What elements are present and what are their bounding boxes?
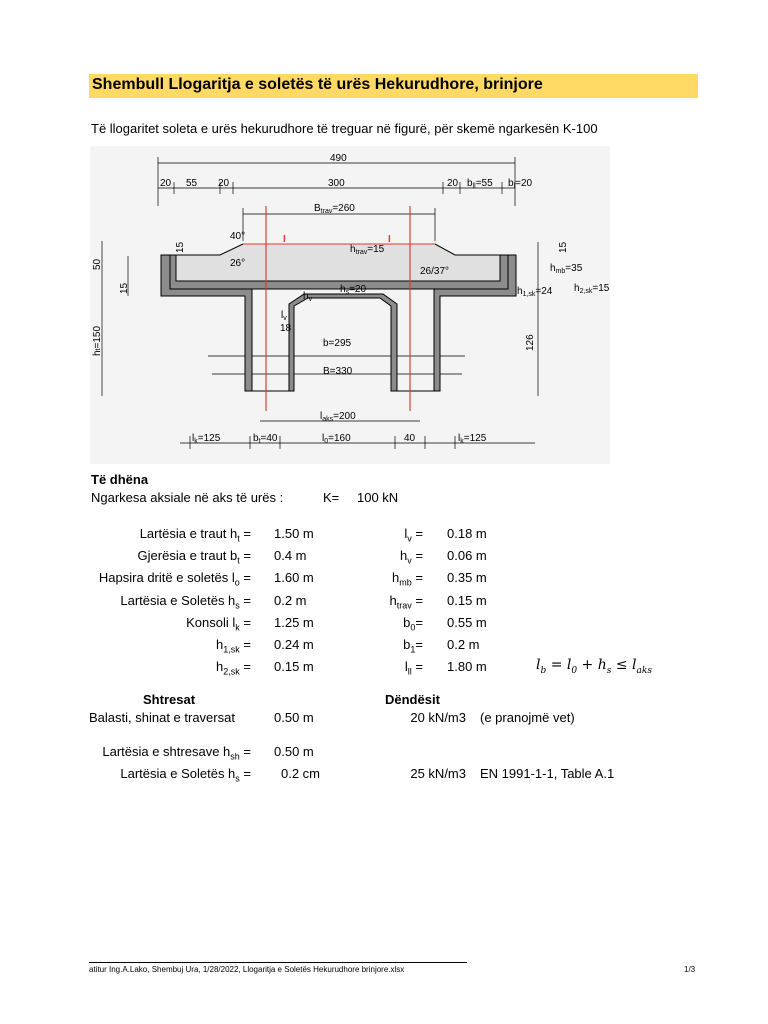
svg-text:h2,sk=15: $h_{2,sk}=15$ — [574, 283, 610, 295]
param-right-label: $l_{ll}$ = — [404, 659, 423, 677]
hsh-value: 0.50 m — [274, 744, 314, 759]
concrete-reference: EN 1991-1-1, Table A.1 — [480, 766, 615, 781]
svg-text:50: 50 — [92, 258, 103, 270]
footer-divider — [89, 962, 467, 963]
param-left-label: $h_{1,sk}$ = — [216, 637, 251, 655]
ballast-value: 0.50 m — [274, 710, 314, 725]
param-right-label: $h_{mb}$ = — [392, 570, 423, 588]
param-right-label: $b_0=$ — [403, 615, 423, 633]
param-right-label: $h_{trav}$ = — [389, 593, 423, 611]
param-left-label: Hapsira dritë e soletës $l_o$ = — [98, 570, 251, 588]
svg-text:15: 15 — [175, 241, 186, 253]
ballast-density: 20 kN/m3 — [410, 710, 466, 725]
bridge-cross-section-figure — [90, 146, 610, 464]
param-left-label: $h_{2,sk}$ = — [216, 659, 251, 677]
param-right-label: $b_1=$ — [403, 637, 423, 655]
param-right-label: $l_v$ = — [404, 526, 423, 544]
svg-text:Btrav=260: $B_{trav}=260$ — [314, 203, 355, 215]
svg-text:l0=160: $l_0=160$ — [322, 433, 351, 445]
param-left-label: Gjerësia e traut $b_t$ = — [137, 548, 251, 566]
param-left-value: 0.24 m — [274, 637, 314, 652]
svg-text:I: I — [283, 234, 286, 245]
intro-text: Të llogaritet soleta e urës hekurudhore të treguar në figurë, për skemë ngarkesën K-100 — [91, 121, 598, 136]
param-left-value: 1.50 m — [274, 526, 314, 541]
param-right-value: 0.2 m — [447, 637, 480, 652]
svg-text:hmb=35: $h_{mb}=35$ — [550, 263, 583, 275]
svg-text:20: 20 — [160, 178, 172, 189]
svg-text:20: 20 — [447, 178, 459, 189]
param-right-value: 0.18 m — [447, 526, 487, 541]
hs-value: 0.2 cm — [281, 766, 321, 781]
title-bar — [89, 74, 698, 98]
svg-text:B=330: B=330 — [323, 366, 353, 377]
svg-text:300: 300 — [328, 178, 345, 189]
param-right-value: 0.35 m — [447, 570, 487, 585]
svg-text:15: 15 — [119, 282, 130, 294]
svg-text:26/37°: 26/37° — [420, 266, 450, 277]
svg-text:18: 18 — [280, 323, 292, 334]
param-left-value: 0.2 m — [274, 593, 307, 608]
svg-text:126: 126 — [525, 334, 536, 351]
param-left-value: 0.4 m — [274, 548, 307, 563]
svg-text:laks=200: $l_{aks}=200$ — [320, 411, 356, 423]
svg-text:htrav=15: $h_{trav}=15$ — [350, 244, 385, 256]
param-right-value: 0.15 m — [447, 593, 487, 608]
given-heading: Të dhëna — [91, 472, 149, 487]
page-title: Shembull Llogaritja e soletës të urës Hekurudhore, brinjore — [92, 76, 543, 93]
svg-text:20: 20 — [218, 178, 230, 189]
densities-heading: Dëndësit — [385, 692, 440, 707]
axial-load-symbol: K= — [323, 490, 340, 505]
svg-text:ht=150: ht=150 — [92, 325, 103, 356]
svg-text:26°: 26° — [230, 258, 246, 269]
param-left-label: Lartësia e traut $h_t$ = — [139, 526, 251, 544]
ballast-label: Balasti, shinat e traversat — [89, 710, 235, 725]
param-left-label: Lartësia e Soletës $h_s$ = — [120, 593, 251, 611]
hsh-label: Lartësia e shtresave $h_{sh}$ = — [102, 744, 251, 762]
svg-text:I: I — [388, 234, 391, 245]
axial-load-value: 100 kN — [357, 490, 399, 505]
param-left-value: 1.25 m — [274, 615, 314, 630]
svg-text:40: 40 — [404, 433, 416, 444]
svg-text:15: 15 — [558, 241, 569, 253]
span-formula: $l_b = l_0 + h_s \le l_{aks}$ — [536, 657, 652, 676]
param-left-label: Konsoli $l_k$ = — [186, 615, 251, 633]
axial-load-label: Ngarkesa aksiale në aks të urës : — [91, 490, 284, 505]
svg-text:hs=20: $h_s=20$ — [340, 284, 367, 296]
param-right-value: 0.06 m — [447, 548, 487, 563]
layers-heading: Shtresat — [143, 692, 196, 707]
svg-text:hv: $h_v$ — [303, 291, 313, 303]
footer-file-info: atitur Ing.A.Lako, Shembuj Ura, 1/28/2022, Llogaritja e Soletës Hekurudhore brinjore.xlsx — [89, 965, 405, 974]
concrete-density: 25 kN/m3 — [410, 766, 466, 781]
page-number: 1/3 — [684, 965, 696, 974]
param-left-value: 0.15 m — [274, 659, 314, 674]
svg-text:h1,sk=24: $h_{1,sk}=24$ — [517, 286, 553, 298]
svg-text:lk=125: $l_k=125$ — [458, 433, 487, 445]
svg-text:b=295: b=295 — [323, 338, 352, 349]
hs-label: Lartësia e Soletës $h_s$ = — [120, 766, 251, 784]
svg-text:40°: 40° — [230, 231, 246, 242]
svg-text:lk=125: $l_k=125$ — [192, 433, 221, 445]
svg-text:lv: $l_v$ — [281, 310, 287, 322]
ballast-note: (e pranojmë vet) — [480, 710, 575, 725]
dim-total: 490 — [330, 153, 347, 164]
param-right-value: 0.55 m — [447, 615, 487, 630]
param-left-value: 1.60 m — [274, 570, 314, 585]
param-right-label: $h_v$ = — [400, 548, 423, 566]
svg-text:55: 55 — [186, 178, 198, 189]
param-right-value: 1.80 m — [447, 659, 487, 674]
svg-text:bt=40: $b_t=40$ — [253, 433, 278, 445]
svg-text:bll=55: $b_{ll}=55$ — [467, 178, 493, 190]
svg-text:bl=20: $b_l=20$ — [508, 178, 533, 190]
